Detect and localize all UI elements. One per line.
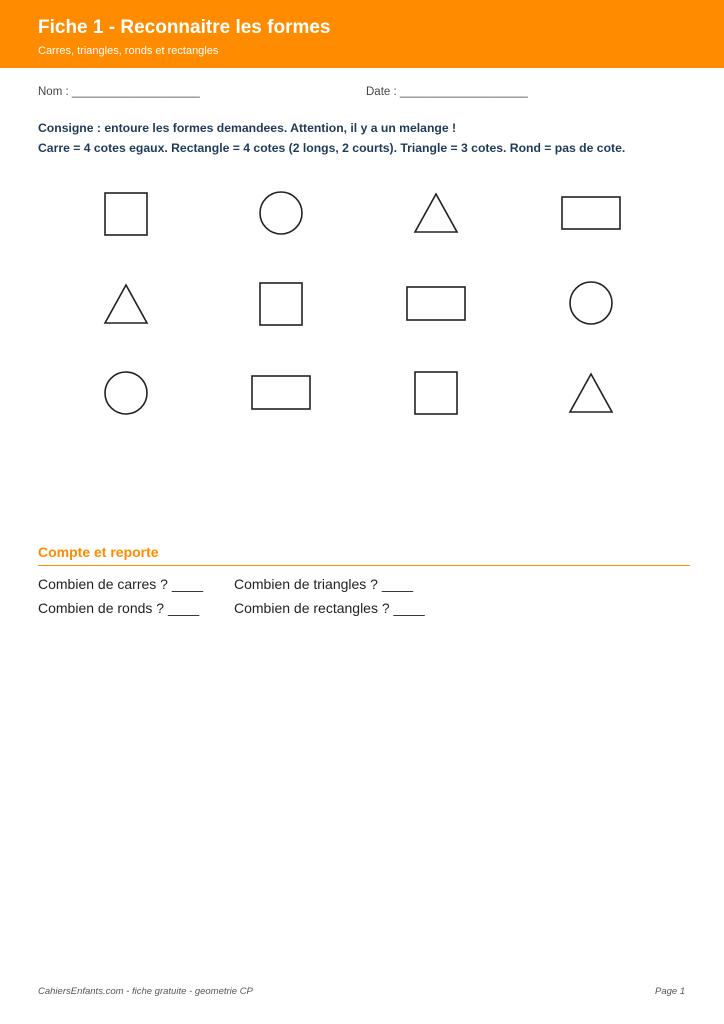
question-ronds[interactable]: Combien de ronds ? ____ (38, 600, 200, 616)
footer-source: CahiersEnfants.com - fiche gratuite - geometrie CP (38, 986, 253, 997)
shape-rectangle[interactable] (405, 285, 467, 322)
shape-square[interactable] (258, 281, 304, 327)
question-rectangles[interactable]: Combien de rectangles ? ____ (234, 600, 425, 616)
page-number: Page 1 (655, 986, 686, 997)
question-triangles[interactable]: Combien de triangles ? ____ (234, 576, 414, 592)
shape-square[interactable] (413, 370, 459, 416)
shape-square[interactable] (103, 191, 149, 237)
shape-triangle[interactable] (568, 372, 614, 414)
section-title: Compte et reporte (38, 544, 159, 560)
shape-circle[interactable] (568, 280, 614, 326)
shape-rectangle[interactable] (560, 195, 622, 231)
section-divider (38, 565, 690, 566)
shape-circle[interactable] (103, 370, 149, 416)
page-header (0, 0, 724, 68)
date-field[interactable]: Date : ____________________ (366, 86, 528, 98)
question-carres[interactable]: Combien de carres ? ____ (38, 576, 203, 592)
instruction-line-2: Carre = 4 cotes egaux. Rectangle = 4 cotes (2 longs, 2 courts). Triangle = 3 cotes. Rond = pas de cote. (38, 141, 626, 155)
shape-rectangle[interactable] (250, 374, 312, 411)
page-title: Fiche 1 - Reconnaitre les formes (38, 17, 331, 38)
instruction-line-1: Consigne : entoure les formes demandees. Attention, il y a un melange ! (38, 121, 457, 135)
shape-triangle[interactable] (103, 283, 149, 325)
page-subtitle: Carres, triangles, ronds et rectangles (38, 45, 219, 57)
name-field[interactable]: Nom : ____________________ (38, 86, 200, 98)
shape-circle[interactable] (258, 190, 304, 236)
shape-triangle[interactable] (413, 192, 459, 234)
